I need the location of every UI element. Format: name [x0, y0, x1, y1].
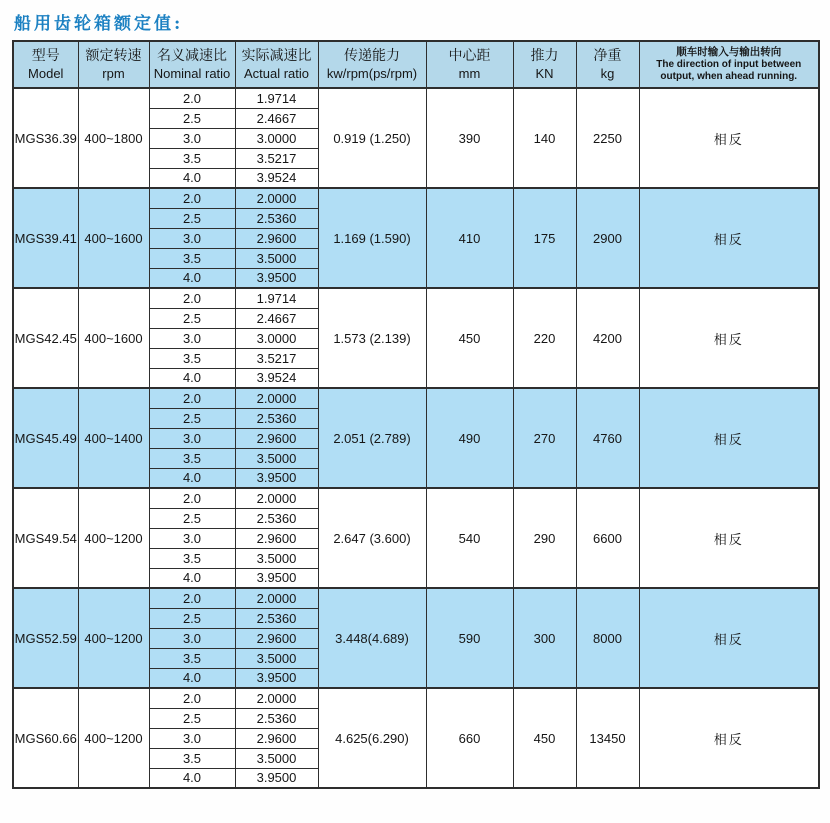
thrust-cell: 175 [513, 188, 576, 288]
actual-ratio-cell: 2.0000 [235, 388, 318, 408]
rpm-cell: 400~1200 [78, 488, 149, 588]
actual-ratio-cell: 2.9600 [235, 428, 318, 448]
actual-ratio-cell: 2.4667 [235, 108, 318, 128]
header-capacity-en: kw/rpm(ps/rpm) [326, 66, 418, 82]
capacity-cell: 4.625(6.290) [318, 688, 426, 788]
page-title: 船用齿轮箱额定值: [14, 14, 184, 34]
actual-ratio-cell: 3.9500 [235, 268, 318, 288]
actual-ratio-cell: 2.9600 [235, 628, 318, 648]
actual-ratio-cell: 3.5000 [235, 548, 318, 568]
nominal-ratio-cell: 2.0 [149, 188, 235, 208]
direction-cell: 相反 [639, 588, 819, 688]
actual-ratio-cell: 2.5360 [235, 408, 318, 428]
weight-cell: 2900 [576, 188, 639, 288]
weight-cell: 6600 [576, 488, 639, 588]
header-actual-ratio-en: Actual ratio [243, 66, 310, 82]
header-nominal-ratio [149, 41, 235, 88]
model-cell: MGS36.39 [13, 88, 78, 188]
center-distance-cell: 590 [426, 588, 513, 688]
actual-ratio-cell: 1.9714 [235, 288, 318, 308]
actual-ratio-cell: 3.9500 [235, 668, 318, 688]
actual-ratio-cell: 3.5000 [235, 448, 318, 468]
header-actual-ratio-zh: 实际减速比 [241, 48, 312, 65]
header-center-distance-zh: 中心距 [448, 48, 491, 65]
model-cell: MGS60.66 [13, 688, 78, 788]
nominal-ratio-cell: 3.5 [149, 748, 235, 768]
capacity-cell: 0.919 (1.250) [318, 88, 426, 188]
thrust-cell: 220 [513, 288, 576, 388]
header-rated-speed-en: rpm [102, 66, 125, 82]
nominal-ratio-cell: 2.0 [149, 88, 235, 108]
nominal-ratio-cell: 4.0 [149, 568, 235, 588]
table-row [13, 688, 819, 708]
capacity-cell: 2.647 (3.600) [318, 488, 426, 588]
model-block-mgs60-66 [13, 688, 819, 788]
header-thrust-en: KN [535, 66, 554, 82]
direction-cell: 相反 [639, 88, 819, 188]
center-distance-cell: 540 [426, 488, 513, 588]
center-distance-cell: 490 [426, 388, 513, 488]
direction-cell: 相反 [639, 188, 819, 288]
model-block-mgs42-45 [13, 288, 819, 388]
nominal-ratio-cell: 2.0 [149, 488, 235, 508]
header-direction-en-line2: output, when ahead running. [660, 71, 798, 83]
actual-ratio-cell: 2.5360 [235, 708, 318, 728]
weight-cell: 4200 [576, 288, 639, 388]
header-nominal-ratio-en: Nominal ratio [153, 66, 231, 82]
rpm-cell: 400~1400 [78, 388, 149, 488]
rpm-cell: 400~1600 [78, 288, 149, 388]
direction-cell: 相反 [639, 388, 819, 488]
actual-ratio-cell: 2.9600 [235, 228, 318, 248]
model-block-mgs36-39 [13, 88, 819, 188]
header-model-zh: 型号 [31, 48, 60, 65]
nominal-ratio-cell: 3.5 [149, 248, 235, 268]
gearbox-ratings-table [12, 40, 820, 789]
actual-ratio-cell: 2.9600 [235, 728, 318, 748]
actual-ratio-cell: 3.5000 [235, 648, 318, 668]
header-capacity [318, 41, 426, 88]
header-model-en: Model [28, 66, 64, 82]
nominal-ratio-cell: 3.0 [149, 728, 235, 748]
header-thrust [513, 41, 576, 88]
header-actual-ratio [235, 41, 318, 88]
nominal-ratio-cell: 3.0 [149, 228, 235, 248]
actual-ratio-cell: 3.5217 [235, 348, 318, 368]
center-distance-cell: 450 [426, 288, 513, 388]
weight-cell: 2250 [576, 88, 639, 188]
nominal-ratio-cell: 3.5 [149, 548, 235, 568]
actual-ratio-cell: 3.9500 [235, 768, 318, 788]
nominal-ratio-cell: 3.5 [149, 148, 235, 168]
header-net-weight-zh: 净重 [593, 48, 622, 65]
model-block-mgs45-49 [13, 388, 819, 488]
nominal-ratio-cell: 2.5 [149, 408, 235, 428]
nominal-ratio-cell: 2.0 [149, 688, 235, 708]
thrust-cell: 140 [513, 88, 576, 188]
actual-ratio-cell: 2.5360 [235, 208, 318, 228]
actual-ratio-cell: 3.0000 [235, 128, 318, 148]
capacity-cell: 1.169 (1.590) [318, 188, 426, 288]
model-cell: MGS52.59 [13, 588, 78, 688]
nominal-ratio-cell: 3.0 [149, 128, 235, 148]
center-distance-cell: 410 [426, 188, 513, 288]
model-block-mgs49-54 [13, 488, 819, 588]
header-rated-speed [78, 41, 149, 88]
nominal-ratio-cell: 3.0 [149, 528, 235, 548]
nominal-ratio-cell: 2.5 [149, 308, 235, 328]
table-row [13, 88, 819, 108]
header-capacity-zh: 传递能力 [344, 48, 400, 65]
table-header [13, 41, 819, 88]
actual-ratio-cell: 3.5000 [235, 748, 318, 768]
center-distance-cell: 660 [426, 688, 513, 788]
model-cell: MGS49.54 [13, 488, 78, 588]
actual-ratio-cell: 2.0000 [235, 688, 318, 708]
table-row [13, 288, 819, 308]
actual-ratio-cell: 3.9500 [235, 468, 318, 488]
nominal-ratio-cell: 3.5 [149, 648, 235, 668]
nominal-ratio-cell: 4.0 [149, 668, 235, 688]
nominal-ratio-cell: 2.0 [149, 588, 235, 608]
direction-cell: 相反 [639, 488, 819, 588]
header-nominal-ratio-zh: 名义减速比 [157, 48, 227, 65]
table-row [13, 188, 819, 208]
header-model [13, 41, 78, 88]
rpm-cell: 400~1800 [78, 88, 149, 188]
header-thrust-zh: 推力 [530, 48, 559, 65]
table-row [13, 588, 819, 608]
actual-ratio-cell: 1.9714 [235, 88, 318, 108]
nominal-ratio-cell: 3.0 [149, 428, 235, 448]
nominal-ratio-cell: 4.0 [149, 268, 235, 288]
capacity-cell: 1.573 (2.139) [318, 288, 426, 388]
nominal-ratio-cell: 2.0 [149, 288, 235, 308]
weight-cell: 4760 [576, 388, 639, 488]
direction-cell: 相反 [639, 288, 819, 388]
thrust-cell: 270 [513, 388, 576, 488]
rpm-cell: 400~1200 [78, 588, 149, 688]
nominal-ratio-cell: 4.0 [149, 468, 235, 488]
actual-ratio-cell: 2.9600 [235, 528, 318, 548]
nominal-ratio-cell: 2.0 [149, 388, 235, 408]
nominal-ratio-cell: 3.0 [149, 328, 235, 348]
header-direction-en-line1: The direction of input between [656, 59, 802, 71]
header-net-weight [576, 41, 639, 88]
nominal-ratio-cell: 2.5 [149, 608, 235, 628]
thrust-cell: 300 [513, 588, 576, 688]
rpm-cell: 400~1200 [78, 688, 149, 788]
header-direction [639, 41, 819, 88]
model-cell: MGS42.45 [13, 288, 78, 388]
thrust-cell: 290 [513, 488, 576, 588]
model-cell: MGS39.41 [13, 188, 78, 288]
header-net-weight-en: kg [600, 66, 615, 82]
actual-ratio-cell: 2.4667 [235, 308, 318, 328]
center-distance-cell: 390 [426, 88, 513, 188]
actual-ratio-cell: 3.9500 [235, 568, 318, 588]
nominal-ratio-cell: 3.5 [149, 448, 235, 468]
nominal-ratio-cell: 2.5 [149, 708, 235, 728]
header-center-distance-en: mm [458, 66, 481, 82]
header-center-distance [426, 41, 513, 88]
weight-cell: 13450 [576, 688, 639, 788]
actual-ratio-cell: 3.5217 [235, 148, 318, 168]
table-row [13, 488, 819, 508]
actual-ratio-cell: 2.0000 [235, 488, 318, 508]
rpm-cell: 400~1600 [78, 188, 149, 288]
nominal-ratio-cell: 2.5 [149, 508, 235, 528]
actual-ratio-cell: 2.5360 [235, 508, 318, 528]
actual-ratio-cell: 3.0000 [235, 328, 318, 348]
actual-ratio-cell: 2.5360 [235, 608, 318, 628]
direction-cell: 相反 [639, 688, 819, 788]
nominal-ratio-cell: 4.0 [149, 368, 235, 388]
nominal-ratio-cell: 3.0 [149, 628, 235, 648]
capacity-cell: 3.448(4.689) [318, 588, 426, 688]
header-rated-speed-zh: 额定转速 [85, 48, 142, 65]
actual-ratio-cell: 2.0000 [235, 188, 318, 208]
header-direction-zh: 顺车时输入与输出转向 [676, 45, 782, 58]
weight-cell: 8000 [576, 588, 639, 688]
actual-ratio-cell: 3.9524 [235, 168, 318, 188]
thrust-cell: 450 [513, 688, 576, 788]
nominal-ratio-cell: 4.0 [149, 768, 235, 788]
model-block-mgs52-59 [13, 588, 819, 688]
model-block-mgs39-41 [13, 188, 819, 288]
actual-ratio-cell: 3.9524 [235, 368, 318, 388]
nominal-ratio-cell: 3.5 [149, 348, 235, 368]
actual-ratio-cell: 3.5000 [235, 248, 318, 268]
table-row [13, 388, 819, 408]
capacity-cell: 2.051 (2.789) [318, 388, 426, 488]
nominal-ratio-cell: 2.5 [149, 208, 235, 228]
nominal-ratio-cell: 2.5 [149, 108, 235, 128]
actual-ratio-cell: 2.0000 [235, 588, 318, 608]
nominal-ratio-cell: 4.0 [149, 168, 235, 188]
model-cell: MGS45.49 [13, 388, 78, 488]
header-row [13, 41, 819, 88]
